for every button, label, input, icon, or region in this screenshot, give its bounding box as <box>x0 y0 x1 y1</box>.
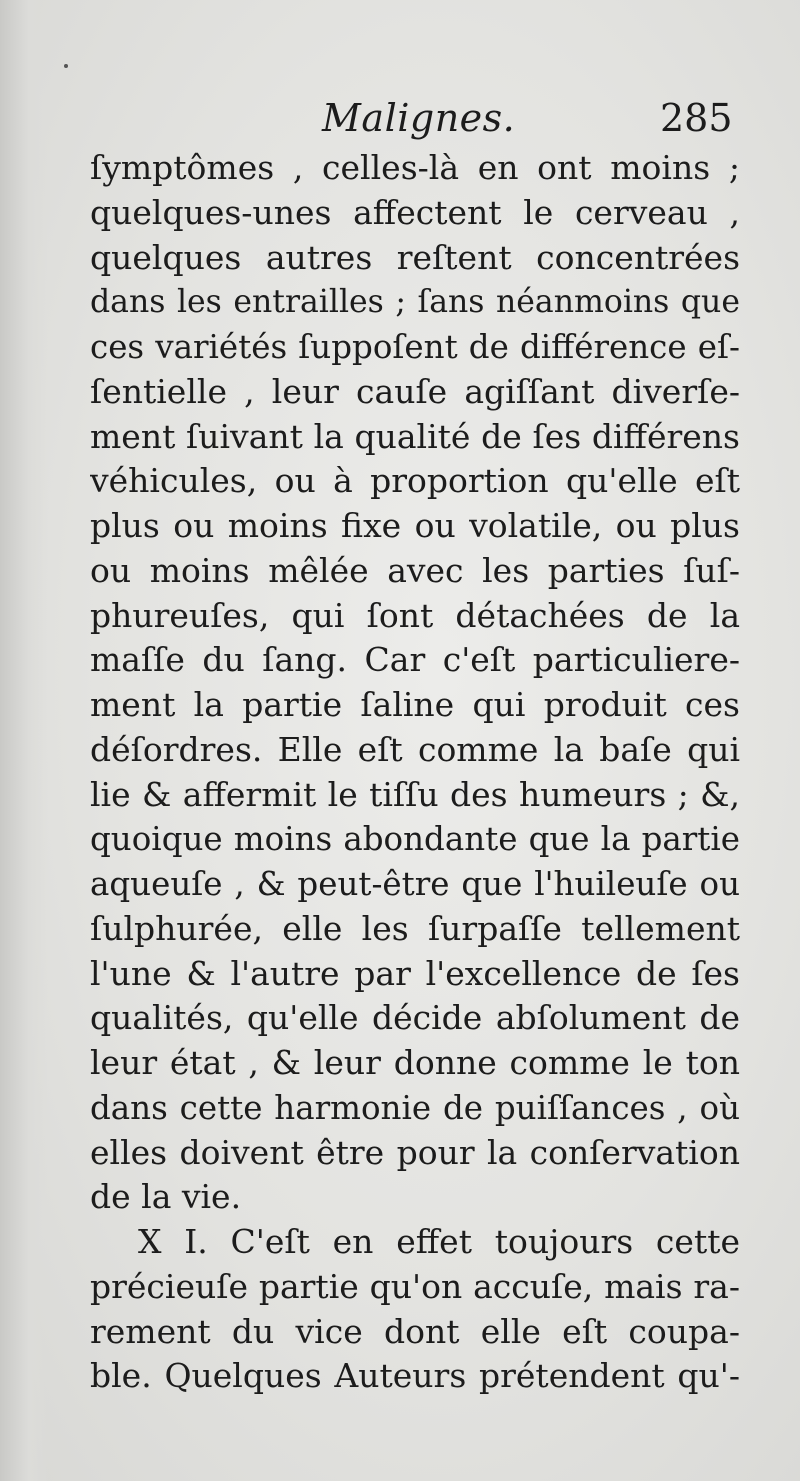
text-line: déſordres. Elle eſt comme la baſe qui <box>90 729 740 769</box>
text-line: véhicules, ou à proportion qu'elle eſt <box>90 461 740 501</box>
text-line: aqueuſe , & peut-être que l'huileuſe ou <box>90 865 740 903</box>
text-line: quoique moins abondante que la partie <box>90 820 740 859</box>
text-line: qualités, qu'elle décide abſolument de <box>90 998 740 1038</box>
text-line: ſulphurée, elle les ſurpaſſe tellement <box>90 908 740 948</box>
text-line: ou moins mêlée avec les parties ſuſ- <box>90 550 740 590</box>
text-line: lie & affermit le tiſſu des humeurs ; &, <box>90 774 740 814</box>
text-line: leur état , & leur donne comme le ton <box>90 1043 740 1082</box>
text-line: rement du vice dont elle eſt coupa- <box>90 1311 740 1351</box>
page-gutter-shadow <box>0 0 48 1481</box>
page-number: 285 <box>660 96 733 140</box>
text-line: précieuſe partie qu'on accuſe, mais ra- <box>90 1266 740 1306</box>
text-line: quelques autres reſtent concentrées <box>90 237 740 277</box>
text-line: dans cette harmonie de puiſſances , où <box>90 1088 740 1127</box>
text-line: ces variétés ſuppoſent de différence eſ- <box>90 328 740 366</box>
text-line: ſymptômes , celles-là en ont moins ; <box>90 148 740 187</box>
text-line: ſentielle , leur cauſe agiſſant diverſe- <box>90 371 740 411</box>
text-line: phureuſes, qui ſont détachées de la <box>90 595 740 635</box>
text-line: ment ſuivant la qualité de ſes différens <box>90 416 740 456</box>
body-text <box>90 146 740 1399</box>
text-line: l'une & l'autre par l'excellence de ſes <box>90 953 740 993</box>
text-line: ment la partie ſaline qui produit ces <box>90 685 740 724</box>
section-start-line: X I. C'eſt en effet toujours cette <box>138 1222 740 1261</box>
text-line: quelques-unes affectent le cerveau , <box>90 192 740 232</box>
text-line: plus ou moins fixe ou volatile, ou plus <box>90 506 740 545</box>
running-head <box>0 96 800 150</box>
paragraph-end-line: de la vie. <box>90 1177 242 1217</box>
text-line: elles doivent être pour la conſervation <box>90 1132 740 1172</box>
ink-speck <box>64 64 68 68</box>
text-line: ble. Quelques Auteurs prétendent qu'- <box>90 1356 740 1396</box>
running-title: Malignes. <box>322 96 516 140</box>
text-line: dans les entrailles ; ſans néanmoins que <box>90 284 740 321</box>
text-line: maſſe du ſang. Car c'eſt particuliere- <box>90 640 740 680</box>
